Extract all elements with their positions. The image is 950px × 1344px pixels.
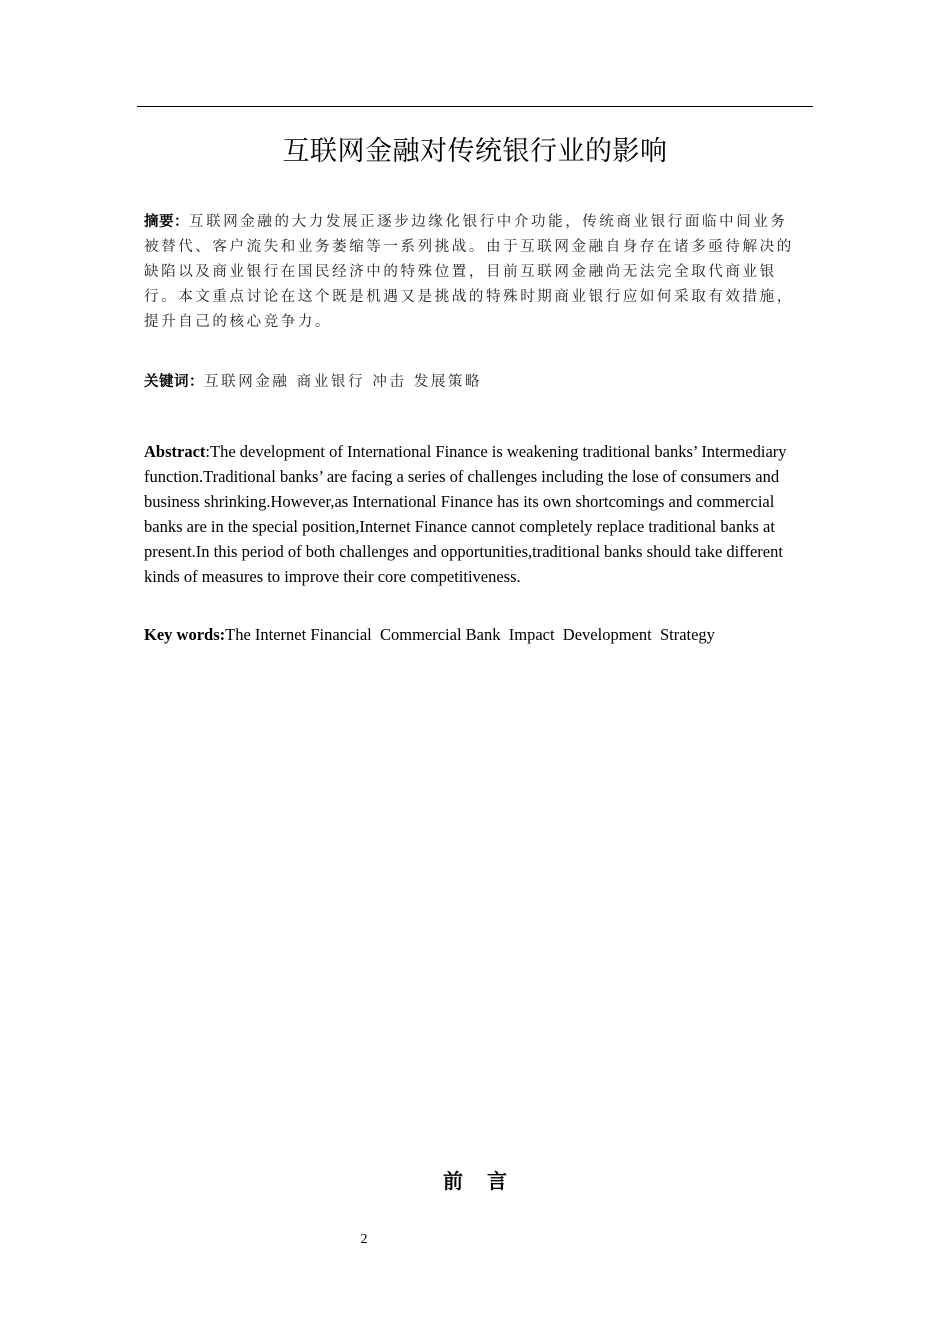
english-abstract	[144, 439, 812, 589]
english-keywords-label: Key words:	[144, 625, 226, 644]
english-keywords-text: The Internet Financial Commercial Bank Impact Development Strategy	[225, 625, 715, 644]
chinese-keywords	[144, 370, 804, 395]
page-number: 2	[360, 1232, 368, 1247]
chinese-abstract	[144, 210, 804, 335]
chinese-abstract-label: 摘要：	[144, 214, 189, 230]
english-keywords	[144, 622, 812, 647]
preface-heading: 前言	[443, 1169, 531, 1193]
chinese-abstract-text: 互联网金融的大力发展正逐步边缘化银行中介功能，传统商业银行面临中间业务被替代、客户流失和业务萎缩等一系列挑战。由于互联网金融自身存在诸多亟待解决的缺陷以及商业银行在国民经济中的特殊位置，目前互联网金融尚无法完全取代商业银行。本文重点讨论在这个既是机遇又是挑战的特殊时期商业银行应如何采取有效措施，提升自己的核心竞争力。	[144, 214, 794, 330]
header-rule	[137, 106, 813, 107]
english-abstract-text: :The development of International Finance is weakening traditional banks’ Intermediary function.Traditional banks’ are facing a series of challenges including the lose of consumers and business shrinking.However,as International Finance has its own shortcomings and commercial banks are in the special position,Internet Finance cannot completely replace traditional banks at present.In this period of both challenges and opportunities,traditional banks should take different kinds of measures to improve their core competitiveness.	[144, 442, 787, 586]
chinese-keywords-text: 互联网金融 商业银行 冲击 发展策略	[204, 374, 483, 390]
english-abstract-label: Abstract	[144, 442, 206, 461]
chinese-keywords-label: 关键词：	[144, 374, 204, 390]
document-title: 互联网金融对传统银行业的影响	[282, 136, 668, 167]
